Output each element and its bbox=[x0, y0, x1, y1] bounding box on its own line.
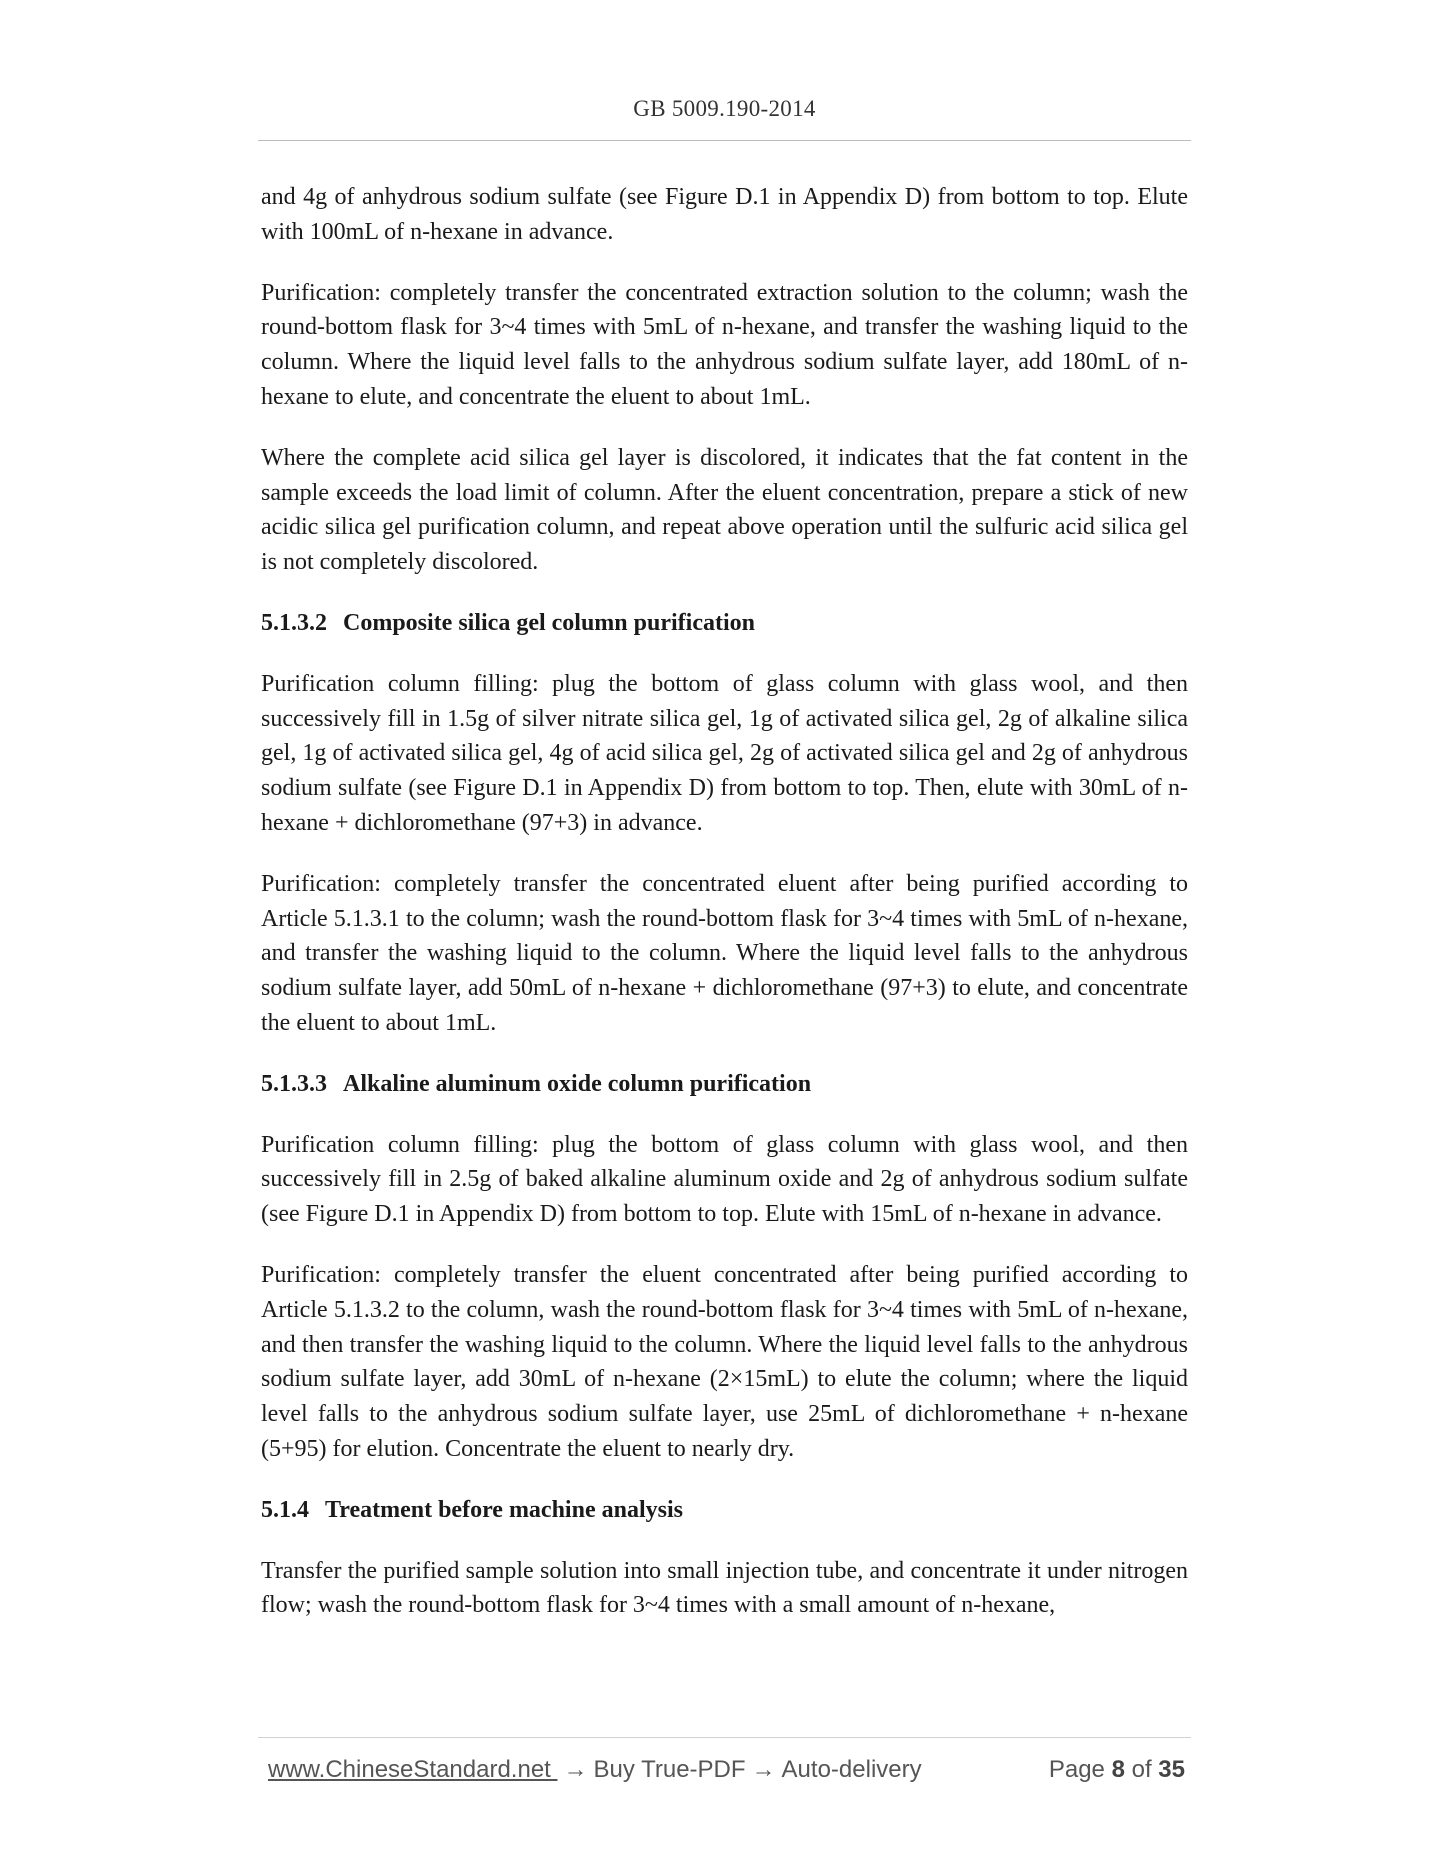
page-label: Page bbox=[1048, 1756, 1105, 1783]
section-title: Composite silica gel column purification bbox=[343, 609, 755, 636]
arrow-right-icon: → bbox=[751, 1756, 776, 1783]
paragraph-8: Transfer the purified sample solution into small injection tube, and concentrate it under nitrogen flow; wash the round-bottom flask for 3~4 times with a small amount of n-hexane, bbox=[261, 1557, 1188, 1619]
section-title: Treatment before machine analysis bbox=[325, 1496, 683, 1523]
paragraph-1: and 4g of anhydrous sodium sulfate (see Figure D.1 in Appendix D) from bottom to top. Elute with 100mL of n-hexane in advance. bbox=[261, 184, 1188, 245]
section-number: 5.1.4 bbox=[261, 1496, 309, 1523]
paragraph-4: Purification column filling: plug the bottom of glass column with glass wool, and then successively fill in 1.5g of silver nitrate silica gel, 1g of activated silica gel, 2g of alkaline silica gel, 1g of activated silica gel, 4g of acid silica gel, 2g of activated silica gel and 2g of anhydrous sodium sulfate (see Figure D.1 in Appendix D) from bottom to top. Then, elute with 30mL of n-hexane + dichloromethane (97+3) in advance. bbox=[261, 670, 1188, 836]
buy-true-pdf-text: Buy True-PDF bbox=[593, 1756, 746, 1783]
auto-delivery-text: Auto-delivery bbox=[781, 1756, 922, 1783]
document-id-header: GB 5009.190-2014 bbox=[633, 96, 816, 121]
paragraph-3: Where the complete acid silica gel layer is discolored, it indicates that the fat content in the sample exceeds the load limit of column. After the eluent concentration, prepare a stick of new acidic silica gel purification column, and repeat above operation until the sulfuric acid silica gel is not completely discolored. bbox=[261, 444, 1188, 576]
total-page-count: 35 bbox=[1158, 1756, 1185, 1783]
paragraph-7: Purification: completely transfer the eluent concentrated after being purified according to Article 5.1.3.2 to the column, wash the round-bottom flask for 3~4 times with 5mL of n-hexane, and then transfer the washing liquid to the column. Where the liquid level falls to the anhydrous sodium sulfate layer, add 30mL of n-hexane (2×15mL) to elute the column; where the liquid level falls to the anhydrous sodium sulfate layer, use 25mL of dichloromethane + n-hexane (5+95) for elution. Concentrate the eluent to nearly dry. bbox=[261, 1261, 1188, 1462]
section-number: 5.1.3.2 bbox=[261, 609, 327, 636]
section-heading-5-1-4 bbox=[261, 1493, 1188, 1528]
of-label: of bbox=[1131, 1756, 1152, 1783]
section-heading-5-1-3-2 bbox=[261, 606, 1188, 641]
section-title: Alkaline aluminum oxide column purification bbox=[343, 1070, 812, 1097]
footer-left bbox=[268, 1756, 922, 1784]
paragraph-2: Purification: completely transfer the concentrated extraction solution to the column; wash the round-bottom flask for 3~4 times with 5mL of n-hexane, and transfer the washing liquid to the column. Where the liquid level falls to the anhydrous sodium sulfate layer, add 180mL of n-hexane to elute, and concentrate the eluent to about 1mL. bbox=[261, 279, 1188, 410]
page-footer bbox=[268, 1752, 1185, 1788]
footer-divider bbox=[258, 1737, 1191, 1738]
page-body bbox=[261, 180, 1188, 1649]
page-counter bbox=[1049, 1756, 1185, 1784]
current-page-number: 8 bbox=[1111, 1756, 1125, 1783]
header-divider bbox=[258, 140, 1191, 141]
paragraph-6: Purification column filling: plug the bottom of glass column with glass wool, and then successively fill in 2.5g of baked alkaline aluminum oxide and 2g of anhydrous sodium sulfate (see Figure D.1 in Appendix D) from bottom to top. Elute with 15mL of n-hexane in advance. bbox=[261, 1131, 1188, 1228]
website-link[interactable]: www.ChineseStandard.net bbox=[268, 1756, 558, 1783]
section-heading-5-1-3-3 bbox=[261, 1067, 1188, 1102]
section-number: 5.1.3.3 bbox=[261, 1070, 327, 1097]
arrow-right-icon: → bbox=[563, 1756, 588, 1783]
paragraph-5: Purification: completely transfer the concentrated eluent after being purified according to Article 5.1.3.1 to the column; wash the round-bottom flask for 3~4 times with 5mL of n-hexane, and transfer the washing liquid to the column. Where the liquid level falls to the anhydrous sodium sulfate layer, add 50mL of n-hexane + dichloromethane (97+3) to elute, and concentrate the eluent to about 1mL. bbox=[261, 870, 1188, 1036]
